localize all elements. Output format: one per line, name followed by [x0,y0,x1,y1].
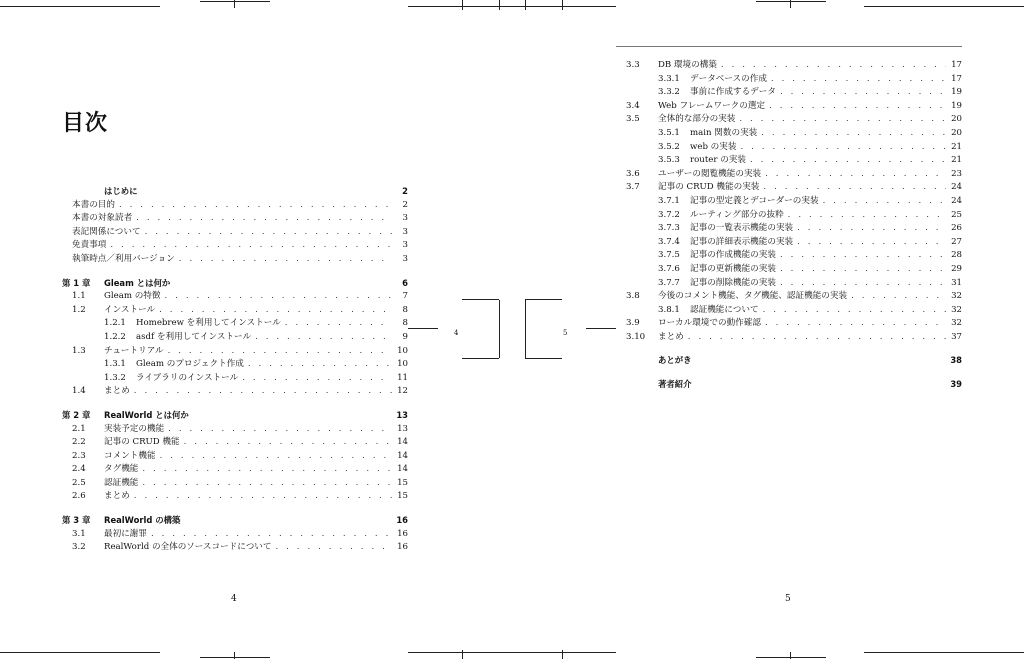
crop-mark [525,0,526,10]
crop-mark [525,358,562,359]
toc-entry-label: Homebrew を利用してインストール [136,318,281,329]
toc-entry-number: 3.3 [626,60,640,70]
toc-entry-page: 14 [397,437,408,448]
toc-entry[interactable] [62,357,408,371]
toc-leader-dots [179,252,392,266]
toc-entry[interactable] [62,462,408,476]
toc-entry-label: 記事の CRUD 機能 [104,437,180,448]
toc-entry-label: まとめ [104,491,130,502]
toc-entry-label: 今後のコメント機能、タグ機能、認証機能の実装 [658,291,848,302]
toc-entry-label: 記事の一覧表示機能の実装 [690,223,794,234]
toc-entry-page: 32 [951,318,962,329]
toc-entry-page: 15 [397,477,408,488]
toc-entry[interactable] [616,330,962,344]
crop-mark [462,299,499,300]
crop-mark [462,0,463,10]
toc-entry[interactable] [62,540,408,554]
crop-mark [756,1,826,2]
toc-entry-page: 13 [397,423,408,434]
toc-entry-label: 記事の作成機能の実装 [690,250,776,261]
toc-list-left [62,184,408,554]
toc-entry-number: 3.9 [626,318,640,329]
toc-leader-dots [797,235,946,249]
toc-entry-label: 記事の詳細表示機能の実装 [690,236,794,247]
crop-mark [499,0,500,10]
toc-entry-page: 25 [951,209,962,220]
toc-leader-dots [771,72,946,86]
toc-entry-page: 32 [951,291,962,302]
side-page-number: 4 [454,329,459,337]
toc-entry-label: 実装予定の機能 [104,423,165,434]
toc-entry-label: 記事の削除機能の実装 [690,277,776,288]
toc-entry-number: 3.8 [626,291,640,302]
toc-entry[interactable] [616,208,962,222]
toc-entry-number: 1.3.1 [104,359,126,370]
toc-leader-dots [761,126,946,140]
toc-entry-number: 1.2 [72,304,86,315]
toc-entry-number: 1.2.1 [104,318,126,329]
toc-entry-page: 28 [951,250,962,261]
toc-entry-label: タグ機能 [104,464,139,475]
toc-entry-number: 3.6 [626,168,640,179]
toc-entry-label: ルーティング部分の抜粋 [690,209,784,220]
toc-leader-dots [110,238,392,252]
toc-entry-label: Gleam のプロジェクト作成 [136,359,244,370]
toc-entry-number: 3.5 [626,114,640,125]
toc-entry-number: 3.10 [626,331,646,342]
toc-entry-label: 最初に謝罪 [104,528,147,539]
toc-leader-dots [285,316,392,330]
toc-entry-label: 表記関係について [72,226,141,237]
toc-entry-page: 14 [397,450,408,461]
toc-entry[interactable] [616,180,962,194]
crop-mark [234,0,235,8]
header-rule [616,46,962,47]
toc-entry-page: 19 [951,87,962,98]
toc-leader-dots [740,140,946,154]
toc-chapter-entry[interactable] [62,276,408,290]
toc-entry[interactable] [62,238,408,252]
toc-leader-dots [168,422,392,436]
toc-entry-number: 3.5.3 [658,155,680,166]
toc-list-right [616,58,962,391]
crop-mark [790,0,791,8]
toc-leader-dots [765,167,946,181]
toc-entry-number: 1.1 [72,291,86,302]
toc-entry[interactable] [62,476,408,490]
toc-entry-page: 15 [397,491,408,502]
toc-leader-dots [165,289,393,303]
toc-entry-page: 2 [402,186,408,196]
crop-mark [864,652,1024,653]
toc-title: 目次 [62,111,109,136]
toc-leader-dots [145,225,392,239]
toc-entry-number: 2.2 [72,437,86,448]
toc-entry-number: 2.4 [72,464,86,475]
toc-entry-page: 24 [951,182,962,193]
toc-entry-page: 21 [951,155,962,166]
crop-mark [0,652,160,653]
toc-entry[interactable] [616,72,962,86]
toc-entry-label: 記事の CRUD 機能の実装 [658,182,760,193]
toc-entry[interactable] [62,384,408,398]
toc-entry-page: 27 [951,236,962,247]
toc-entry-label: Gleam の特徴 [104,291,161,302]
toc-entry[interactable] [616,153,962,167]
toc-entry[interactable] [616,99,962,113]
toc-entry-page: 31 [951,277,962,288]
toc-entry-number: 3.1 [72,528,86,539]
toc-entry-label: main 関数の実装 [690,127,758,138]
crop-mark [864,6,1024,7]
toc-leader-dots [763,180,946,194]
toc-leader-dots [119,198,392,212]
toc-entry-number: 3.3.1 [658,73,680,84]
toc-leader-dots [248,357,392,371]
toc-entry[interactable] [62,289,408,303]
toc-entry-page: 24 [951,195,962,206]
toc-entry-page: 39 [950,379,962,390]
toc-entry[interactable] [62,316,408,330]
toc-entry-number: 第 2 章 [62,409,91,420]
toc-entry-page: 8 [402,318,408,329]
toc-entry-page: 3 [402,213,408,224]
toc-entry[interactable] [62,303,408,317]
crop-mark [525,300,526,358]
toc-entry-page: 3 [402,253,408,264]
toc-entry-label: RealWorld の全体のソースコードについて [104,542,272,553]
toc-entry-number: 3.7.5 [658,250,680,261]
toc-leader-dots [159,303,392,317]
toc-entry[interactable] [62,527,408,541]
toc-leader-dots [142,476,392,490]
toc-chapter-entry[interactable] [62,513,408,527]
toc-entry[interactable] [616,221,962,235]
toc-leader-dots [134,384,392,398]
toc-entry-page: 12 [397,386,408,397]
toc-entry-number: 3.7.4 [658,236,680,247]
toc-leader-dots [255,330,392,344]
toc-leader-dots [780,262,946,276]
toc-entry-page: 20 [951,114,962,125]
toc-entry-number: 3.3.2 [658,87,680,98]
toc-entry[interactable] [62,435,408,449]
toc-entry-label: ローカル環境での動作確認 [658,318,761,329]
toc-leader-dots [168,344,392,358]
toc-entry[interactable] [616,303,962,317]
crop-mark [408,328,438,329]
toc-entry-page: 23 [951,168,962,179]
toc-entry[interactable] [62,198,408,212]
toc-entry-number: 2.6 [72,491,86,502]
toc-entry[interactable] [616,126,962,140]
toc-entry-page: 19 [951,100,962,111]
page-number: 5 [785,594,791,604]
toc-leader-dots [797,221,946,235]
toc-leader-dots [184,435,392,449]
toc-entry-page: 14 [397,464,408,475]
crop-mark [200,1,270,2]
toc-entry-label: 事前に作成するデータ [690,87,776,98]
toc-entry[interactable] [616,289,962,303]
toc-entry-number: 2.5 [72,477,86,488]
toc-entry[interactable] [616,112,962,126]
toc-entry-page: 13 [396,409,408,420]
crop-mark [408,652,512,653]
toc-leader-dots [769,99,946,113]
toc-entry-label: Gleam とは何か [104,277,171,288]
toc-entry-page: 37 [951,331,962,342]
crop-mark [586,328,616,329]
toc-chapter-entry[interactable] [62,184,408,198]
crop-mark [562,0,563,10]
toc-leader-dots [851,289,946,303]
crop-mark [790,652,791,659]
toc-entry-number: 2.1 [72,423,86,434]
toc-entry-page: 17 [951,73,962,84]
toc-entry-number: 3.7.6 [658,263,680,274]
toc-leader-dots [151,527,392,541]
toc-entry-number: 3.7 [626,182,640,193]
toc-leader-dots [721,58,946,72]
toc-entry-number: 1.3 [72,345,86,356]
toc-entry-label: 認証機能について [690,304,759,315]
toc-entry-page: 8 [402,304,408,315]
toc-entry-page: 16 [397,542,408,553]
toc-leader-dots [142,462,392,476]
toc-entry-label: 認証機能 [104,477,139,488]
crop-mark [512,652,616,653]
crop-mark [408,6,512,7]
toc-chapter-entry[interactable] [616,377,962,391]
toc-entry[interactable] [616,140,962,154]
toc-entry-label: 免責事項 [72,240,107,251]
toc-entry-number: 3.4 [626,100,640,111]
toc-entry-label: web の実装 [690,141,737,152]
toc-entry[interactable] [616,58,962,72]
toc-entry-label: 執筆時点／利用バージョン [72,253,175,264]
toc-entry[interactable] [616,167,962,181]
toc-entry-label: はじめに [104,186,138,196]
toc-entry-page: 38 [950,355,962,366]
toc-entry-number: 1.3.2 [104,372,126,383]
crop-mark [525,299,562,300]
toc-chapter-entry[interactable] [62,408,408,422]
crop-mark [234,652,235,659]
toc-entry[interactable] [616,262,962,276]
toc-leader-dots [160,449,392,463]
toc-entry-number: 1.2.2 [104,331,126,342]
crop-mark [756,657,826,658]
crop-mark [562,650,563,659]
toc-entry-page: 26 [951,223,962,234]
crop-mark [200,657,270,658]
toc-entry[interactable] [616,235,962,249]
toc-entry-number: 3.2 [72,542,86,553]
toc-entry[interactable] [62,449,408,463]
toc-leader-dots [134,489,392,503]
toc-entry-page: 10 [397,359,408,370]
toc-entry-label: RealWorld とは何か [104,409,189,420]
toc-chapter-entry[interactable] [616,353,962,367]
toc-leader-dots [688,330,946,344]
toc-entry-number: 第 3 章 [62,515,91,526]
toc-entry-number: 3.7.1 [658,195,680,206]
toc-leader-dots [788,208,946,222]
toc-entry[interactable] [62,211,408,225]
toc-entry-label: コメント機能 [104,450,156,461]
toc-leader-dots [765,316,946,330]
toc-entry-page: 20 [951,127,962,138]
toc-entry-label: インストール [104,304,156,315]
toc-leader-dots [823,194,946,208]
toc-leader-dots [136,211,392,225]
right-page [512,0,1024,659]
crop-mark [0,6,160,7]
toc-entry[interactable] [62,422,408,436]
crop-mark [512,6,616,7]
toc-entry[interactable] [616,194,962,208]
toc-entry-number: 3.7.7 [658,277,680,288]
page-number: 4 [231,594,237,604]
toc-entry-number: 3.5.1 [658,127,680,138]
toc-entry-label: データベースの作成 [690,73,767,84]
toc-entry-label: RealWorld の構築 [104,515,181,526]
toc-entry[interactable] [62,489,408,503]
side-page-number: 5 [563,329,568,337]
toc-entry-page: 10 [397,345,408,356]
toc-entry-number: 3.7.2 [658,209,680,220]
toc-entry-label: Web フレームワークの選定 [658,100,766,111]
toc-entry-page: 3 [402,240,408,251]
toc-entry[interactable] [616,276,962,290]
toc-entry-number: 3.8.1 [658,304,680,315]
toc-entry[interactable] [62,330,408,344]
toc-leader-dots [780,276,946,290]
toc-entry-page: 17 [951,60,962,70]
toc-entry-label: 全体的な部分の実装 [658,114,736,125]
toc-entry-number: 2.3 [72,450,86,461]
toc-leader-dots [780,85,946,99]
toc-leader-dots [242,371,392,385]
toc-leader-dots [275,540,392,554]
toc-entry[interactable] [62,252,408,266]
toc-entry-page: 7 [402,291,408,302]
toc-leader-dots [739,112,946,126]
toc-entry-page: 11 [397,372,408,383]
toc-entry-label: 本書の対象読者 [72,213,133,224]
crop-mark [499,300,500,358]
toc-entry-label: router の実装 [690,155,746,166]
toc-entry-label: チュートリアル [104,345,164,356]
toc-entry-label: 記事の更新機能の実装 [690,263,776,274]
toc-entry[interactable] [616,85,962,99]
toc-entry-page: 21 [951,141,962,152]
toc-entry-label: ライブラリのインストール [136,372,239,383]
toc-entry[interactable] [62,225,408,239]
toc-entry-page: 16 [397,528,408,539]
toc-entry-number: 3.5.2 [658,141,680,152]
toc-entry[interactable] [616,248,962,262]
toc-leader-dots [750,153,946,167]
crop-mark [462,650,463,659]
toc-leader-dots [780,248,946,262]
toc-entry-page: 9 [402,331,408,342]
toc-entry-label: 記事の型定義とデコーダーの実装 [690,195,819,206]
toc-entry[interactable] [62,344,408,358]
toc-entry-number: 第 1 章 [62,277,91,288]
toc-entry-number: 1.4 [72,386,86,397]
toc-entry-page: 6 [402,277,408,288]
toc-entry[interactable] [616,316,962,330]
toc-entry-label: まとめ [104,386,130,397]
toc-leader-dots [763,303,946,317]
toc-entry-label: 著者紹介 [658,379,692,390]
toc-entry-page: 2 [402,199,408,210]
toc-entry-label: DB 環境の構築 [658,60,717,70]
toc-entry[interactable] [62,371,408,385]
toc-entry-number: 3.7.3 [658,223,680,234]
toc-entry-page: 29 [951,263,962,274]
toc-entry-label: ユーザーの閲覧機能の実装 [658,168,762,179]
toc-entry-label: asdf を利用してインストール [136,331,252,342]
toc-entry-page: 16 [396,515,408,526]
toc-entry-label: あとがき [658,355,692,366]
crop-mark [462,358,499,359]
toc-entry-page: 32 [951,304,962,315]
toc-entry-page: 3 [402,226,408,237]
toc-entry-label: 本書の目的 [72,199,115,210]
toc-entry-label: まとめ [658,331,684,342]
